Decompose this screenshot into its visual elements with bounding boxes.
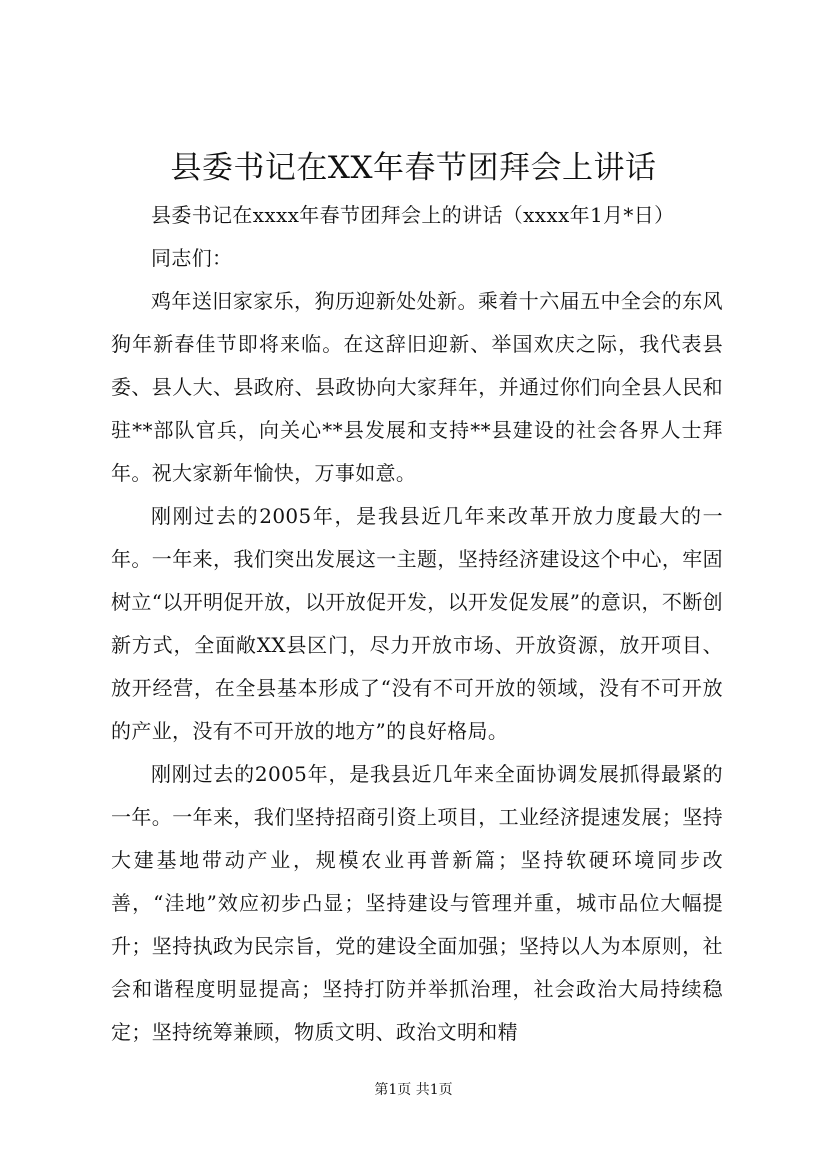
document-title: 县委书记在XX年春节团拜会上讲话 xyxy=(170,150,657,186)
salutation: 同志们： xyxy=(151,246,233,270)
paragraph-coordinated-development: 刚刚过去的2005年，是我县近几年来全面协调发展抓得最紧的一年。一年来，我们坚持招商引资上项目，工业经济提速发展；坚持大建基地带动产业，规模农业再普新篇；坚持软硬环境同步改善，“洼地”效应初步凸显；坚持建设与管理并重，城市品位大幅提升；坚持执政为民宗旨，党的建设全面加强；坚持以人为本原则，社会和谐程度明显提高；坚持打防并举抓治理，社会政治大局持续稳定；坚持统筹兼顾，物质文明、政治文明和精 xyxy=(111,762,723,1044)
paragraph-new-year-greeting: 鸡年送旧家家乐，狗历迎新处处新。乘着十六届五中全会的东风狗年新春佳节即将来临。在这辞旧迎新、举国欢庆之际，我代表县委、县人大、县政府、县政协向大家拜年，并通过你们向全县人民和驻**部队官兵，向关心**县发展和支持**县建设的社会各界人士拜年。祝大家新年愉快，万事如意。 xyxy=(111,289,723,485)
paragraph-reform-opening: 刚刚过去的2005年，是我县近几年来改革开放力度最大的一年。一年来，我们突出发展这一主题，坚持经济建设这个中心，牢固树立“以开明促开放，以开放促开发，以开发促发展”的意识，不断创新方式，全面敞XX县区门，尽力开放市场、开放资源，放开项目、放开经营，在全县基本形成了“没有不可开放的领域，没有不可开放的产业，没有不可开放的地方”的良好格局。 xyxy=(111,504,723,743)
document-body xyxy=(111,194,723,1054)
page-number-footer: 第1页 共1页 xyxy=(374,1082,453,1098)
speech-subtitle: 县委书记在xxxx年春节团拜会上的讲话（xxxx年1月*日） xyxy=(151,203,675,227)
